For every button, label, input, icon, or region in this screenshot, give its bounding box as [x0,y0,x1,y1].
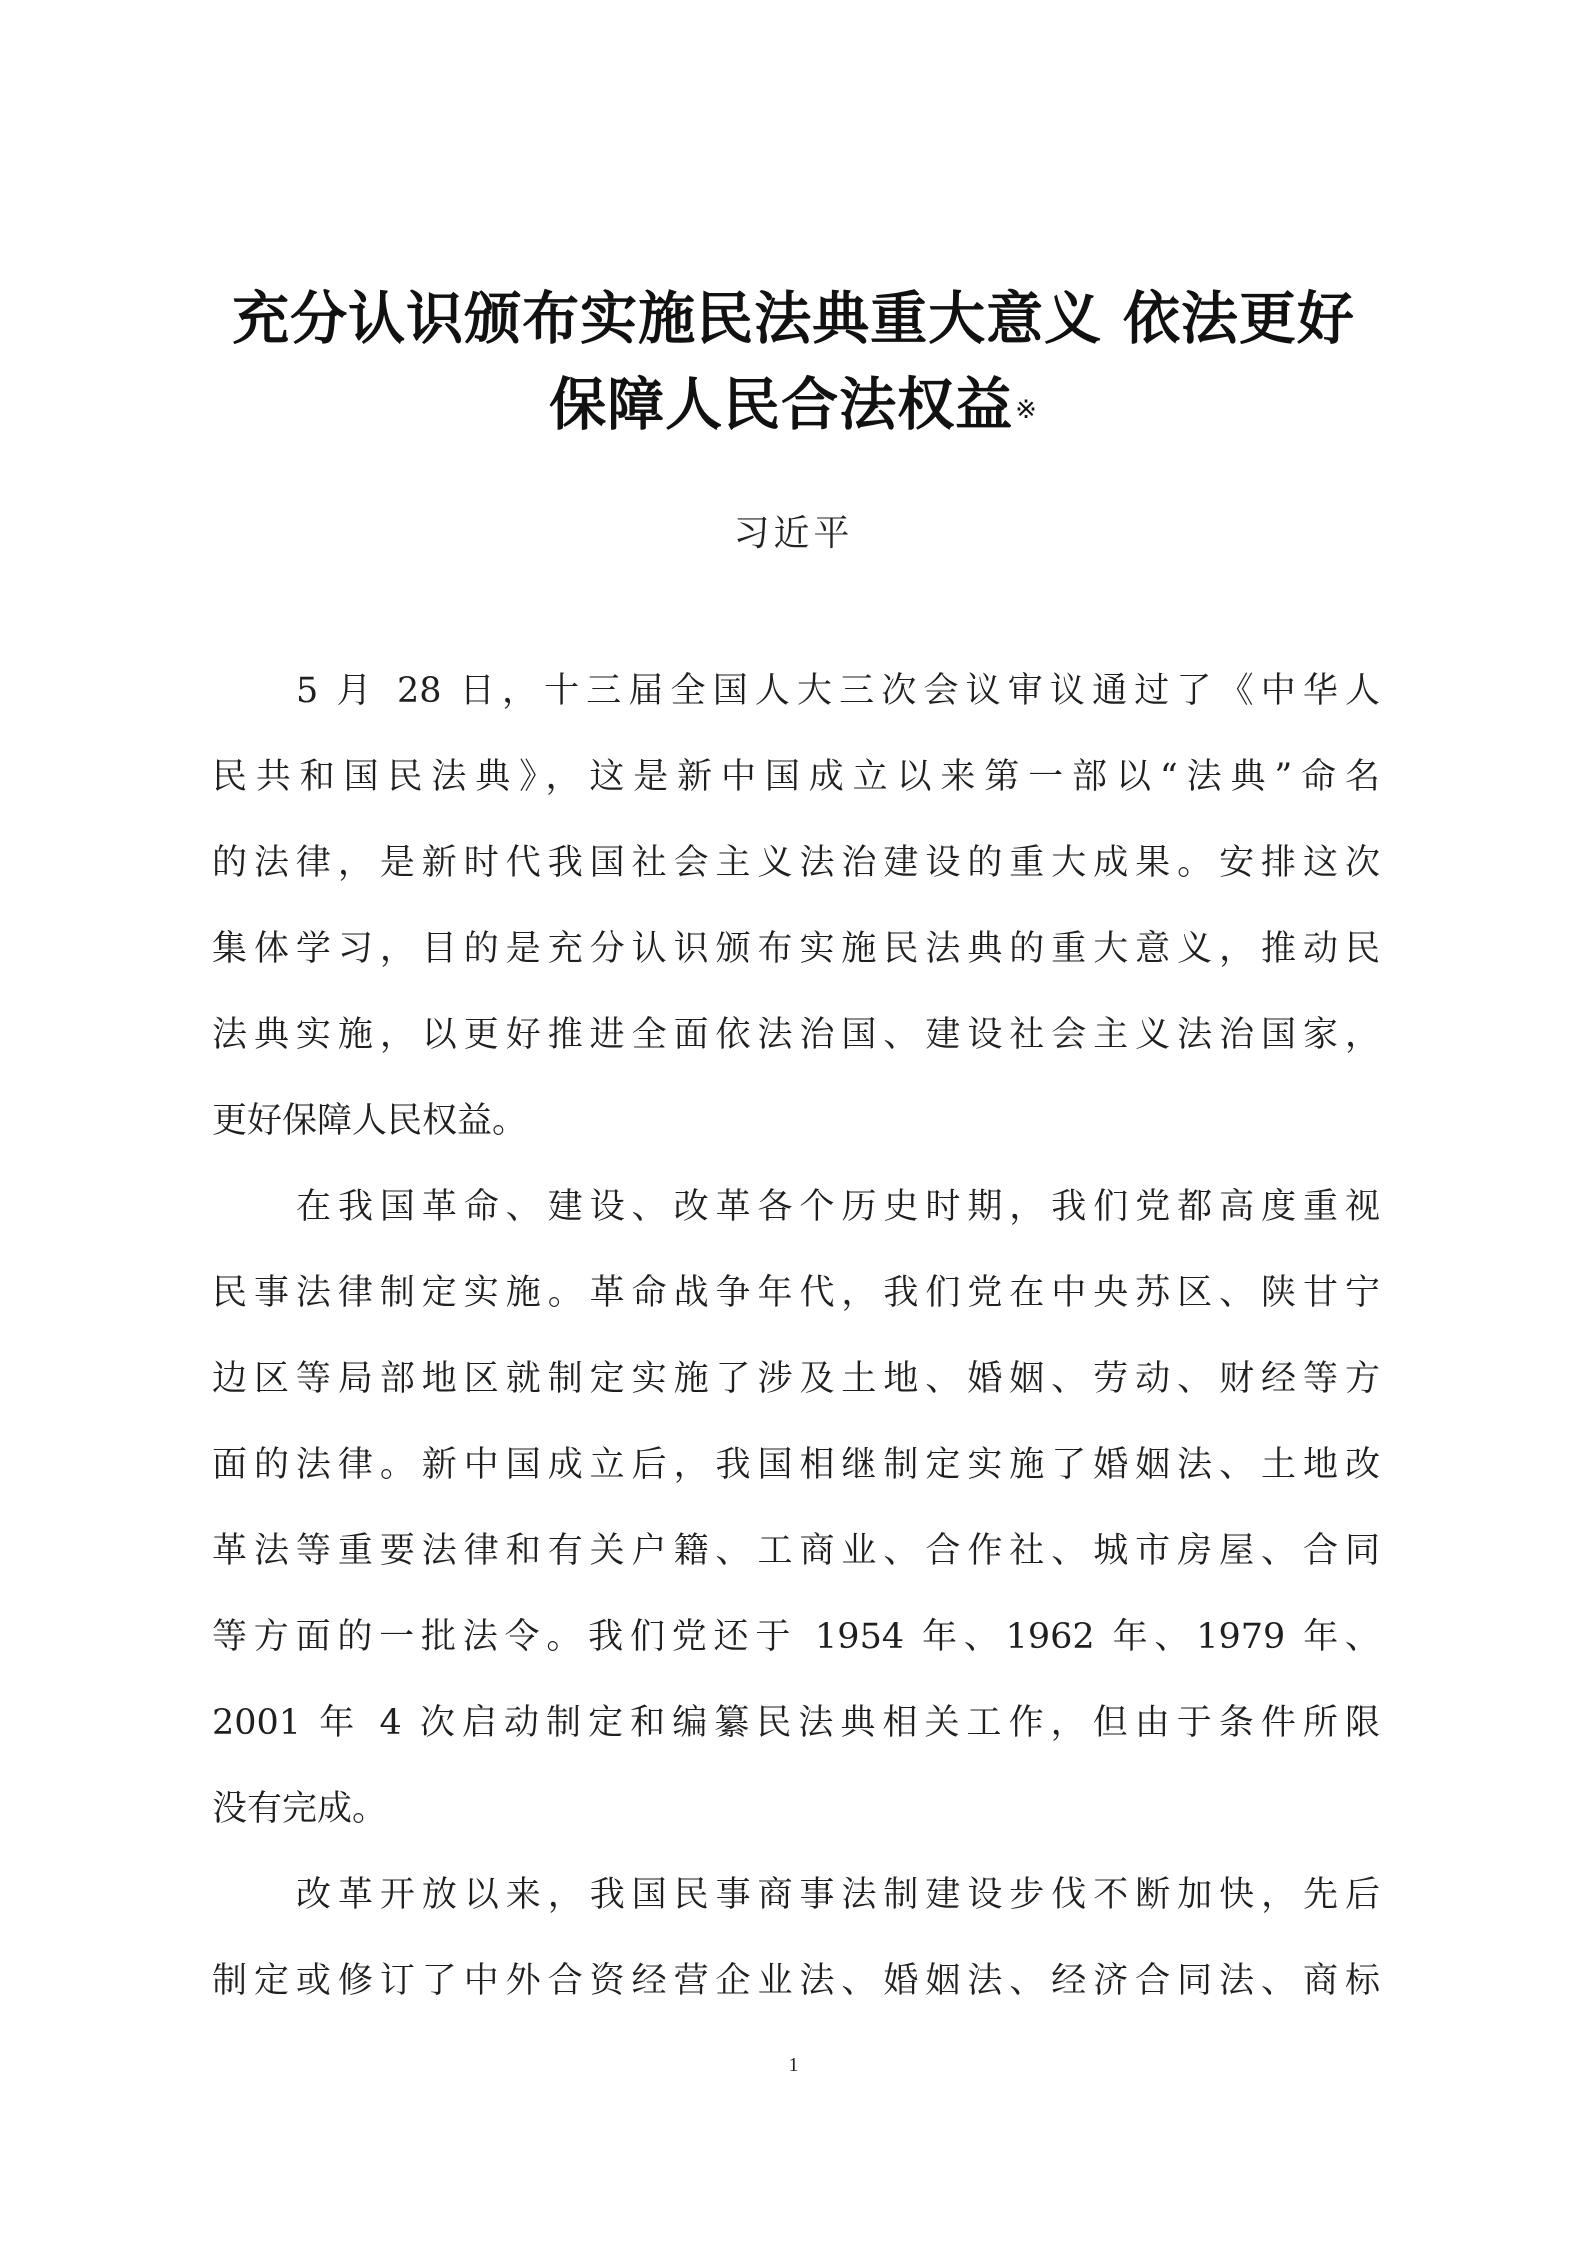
page-number: 1 [788,2054,799,2076]
paragraph-3-line-2: 制定或修订了中外合资经营企业法、婚姻法、经济合同法、商标 [212,1961,1380,2001]
title-line-2 [150,362,1437,453]
author-name: 习近平 [733,513,854,554]
paragraph-1-line-5: 法典实施，以更好推进全面依法治国、建设社会主义法治国家， [212,1015,1380,1055]
paragraph-2-line-6: 等方面的一批法令。我们党还于 1954 年、1962 年、1979 年、 [212,1617,1380,1657]
document-body [212,648,1380,2024]
paragraph-2-line-5: 革法等重要法律和有关户籍、工商业、合作社、城市房屋、合同 [212,1531,1380,1571]
document-title [150,276,1437,453]
paragraph-1-line-2: 民共和国民法典》，这是新中国成立以来第一部以“法典”命名 [212,757,1380,797]
paragraph-2-line-4: 面的法律。新中国成立后，我国相继制定实施了婚姻法、土地改 [212,1445,1380,1485]
paragraph-2-line-7: 2001 年 4 次启动制定和编纂民法典相关工作，但由于条件所限 [212,1703,1380,1743]
title-footnote-mark: ※ [1015,395,1038,425]
paragraph-1-line-1: 5 月 28 日，十三届全国人大三次会议审议通过了《中华人 [296,671,1380,711]
title-line-1: 充分认识颁布实施民法典重大意义 依法更好 [232,285,1355,352]
paragraph-1-line-6: 更好保障人民权益。 [212,1101,528,1141]
paragraph-2-line-1: 在我国革命、建设、改革各个历史时期，我们党都高度重视 [296,1187,1380,1227]
paragraph-1-line-3: 的法律，是新时代我国社会主义法治建设的重大成果。安排这次 [212,843,1380,883]
paragraph-2-line-3: 边区等局部地区就制定实施了涉及土地、婚姻、劳动、财经等方 [212,1359,1380,1399]
paragraph-2-line-8: 没有完成。 [212,1789,388,1829]
title-line-2-text: 保障人民合法权益 [549,371,1014,438]
paragraph-1-line-4: 集体学习，目的是充分认识颁布实施民法典的重大意义，推动民 [212,929,1380,969]
paragraph-3-line-1: 改革开放以来，我国民事商事法制建设步伐不断加快，先后 [296,1875,1380,1915]
paragraph-2-line-2: 民事法律制定实施。革命战争年代，我们党在中央苏区、陕甘宁 [212,1273,1380,1313]
